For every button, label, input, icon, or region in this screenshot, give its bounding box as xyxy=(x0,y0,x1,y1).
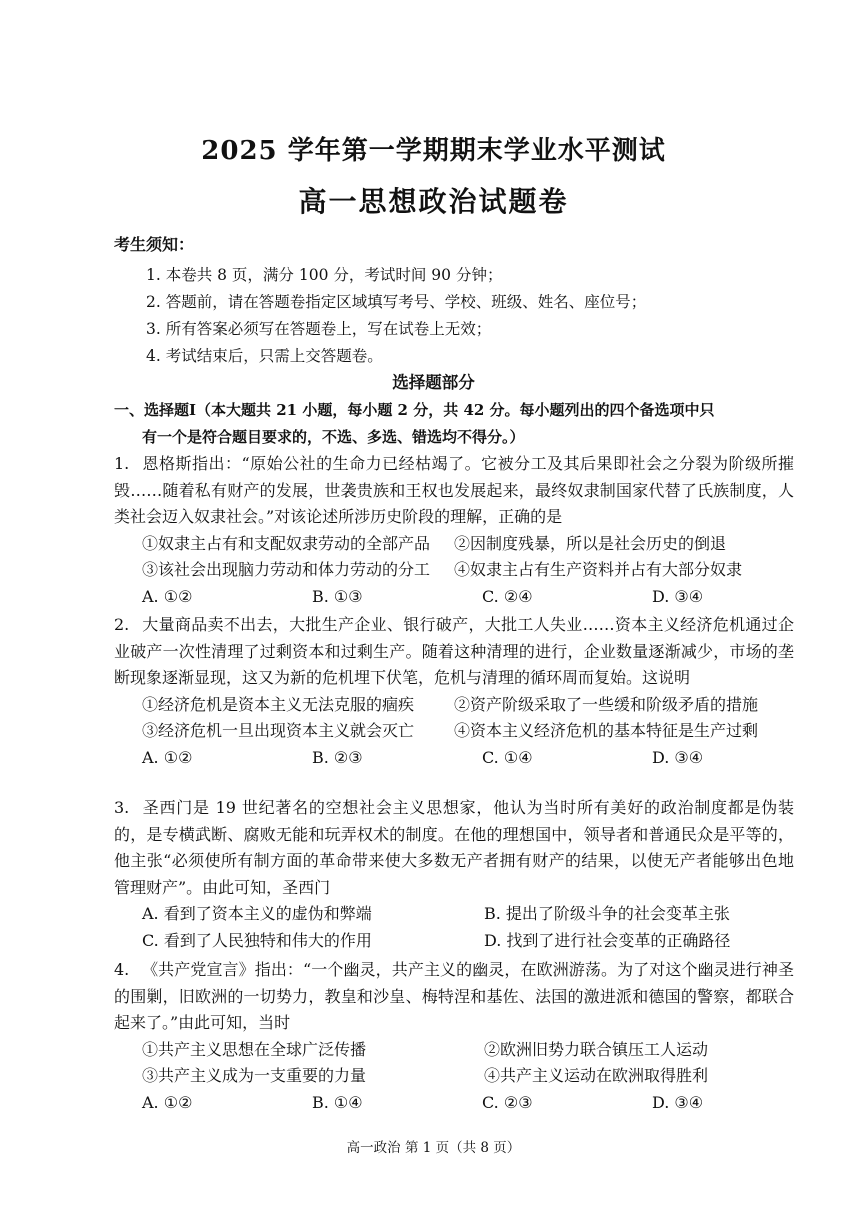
statement: ③共产主义成为一支重要的力量 xyxy=(142,1066,367,1085)
notice-item: 1. 本卷共 8 页，满分 100 分，考试时间 90 分钟； xyxy=(146,266,503,284)
answer-option: D. 找到了进行社会变革的正确路径 xyxy=(484,930,731,950)
answer-option: B. ②③ xyxy=(312,747,363,767)
answer-option: D. ③④ xyxy=(652,1092,704,1112)
part-label-continued: 有一个是符合题目要求的，不选、多选、错选均不得分。） xyxy=(142,428,525,446)
statement: ③经济危机一旦出现资本主义就会灭亡 xyxy=(142,721,415,740)
statement: ②因制度残暴，所以是社会历史的倒退 xyxy=(454,533,727,553)
question-number: 2. xyxy=(114,615,130,634)
question-stem xyxy=(114,795,794,901)
answer-option: C. ②③ xyxy=(482,1092,533,1112)
question-number: 3. xyxy=(114,798,130,817)
statement: ④资本主义经济危机的基本特征是生产过剩 xyxy=(454,721,759,740)
notice-heading: 考生须知： xyxy=(114,235,195,254)
section-title: 选择题部分 xyxy=(392,373,475,392)
answer-option: B. 提出了阶级斗争的社会变革主张 xyxy=(484,904,730,923)
question-number: 4. xyxy=(114,960,130,979)
answer-options xyxy=(114,901,794,954)
statement: ③该社会出现脑力劳动和体力劳动的分工 xyxy=(142,560,431,579)
answer-option: A. ①② xyxy=(142,747,193,767)
part-label: 一、选择题Ⅰ（本大题共 21 小题，每小题 2 分，共 42 分。每小题列出的四个备选项中只 xyxy=(114,401,715,419)
question-4 xyxy=(114,957,794,1116)
statement-list xyxy=(114,531,794,584)
answer-option: D. ③④ xyxy=(652,747,704,767)
answer-option: B. ①④ xyxy=(312,1092,363,1112)
notice-list xyxy=(146,262,646,370)
statement: ④共产主义运动在欧洲取得胜利 xyxy=(484,1066,709,1085)
notice-item: 3. 所有答案必须写在答题卷上，写在试卷上无效； xyxy=(146,320,492,338)
notice-item: 4. 考试结束后，只需上交答题卷。 xyxy=(146,347,383,365)
question-stem xyxy=(114,451,794,531)
part-instructions xyxy=(114,397,794,451)
answer-option: C. ②④ xyxy=(482,586,533,606)
question-stem xyxy=(114,612,794,692)
answer-option: C. ①④ xyxy=(482,747,533,767)
statement-list xyxy=(114,1037,794,1090)
answer-options xyxy=(114,745,794,772)
question-text: 圣西门是 19 世纪著名的空想社会主义思想家，他认为当时所有美好的政治制度都是伪装的，是专横武断、腐败无能和玩弄权术的制度。在他的理想国中，领导者和普通民众是平等的，他主张“必须使所有制方面的革命带来使大多数无产者拥有财产的结果，以使无产者能够出色地管理财产”。由此可知，圣西门 xyxy=(114,798,794,897)
statement: ②资产阶级采取了一些缓和阶级矛盾的措施 xyxy=(454,694,759,714)
page-footer: 高一政治 第 1 页（共 8 页） xyxy=(346,1140,521,1156)
statement: ①共产主义思想在全球广泛传播 xyxy=(142,1039,367,1059)
question-text: 大量商品卖不出去，大批生产企业、银行破产，大批工人失业……资本主义经济危机通过企业破产一次性清理了过剩资本和过剩生产。随着这种清理的进行，企业数量逐渐减少，市场的垄断现象逐渐显现，这又为新的危机埋下伏笔，危机与清理的循环周而复始。这说明 xyxy=(114,615,794,687)
question-3 xyxy=(114,795,794,954)
statement: ①经济危机是资本主义无法克服的痼疾 xyxy=(142,694,415,714)
question-text: 恩格斯指出：“原始公社的生命力已经枯竭了。它被分工及其后果即社会之分裂为阶级所摧毁……随着私有财产的发展，世袭贵族和王权也发展起来，最终奴隶制国家代替了氏族制度，人类社会迈入奴隶社会。”对该论述所涉历史阶段的理解，正确的是 xyxy=(114,454,794,526)
answer-option: D. ③④ xyxy=(652,586,704,606)
answer-options xyxy=(114,584,794,611)
answer-option: C. 看到了人民独特和伟大的作用 xyxy=(142,930,372,950)
exam-title: 2025 学年第一学期期末学业水平测试 xyxy=(201,136,666,166)
question-2 xyxy=(114,612,794,771)
statement-list xyxy=(114,692,794,745)
question-stem xyxy=(114,957,794,1037)
exam-subtitle: 高一思想政治试题卷 xyxy=(298,185,569,218)
question-1 xyxy=(114,451,794,610)
answer-option: A. 看到了资本主义的虚伪和弊端 xyxy=(142,904,372,923)
answer-option: B. ①③ xyxy=(312,586,363,606)
answer-option: A. ①② xyxy=(142,1092,193,1112)
answer-option: A. ①② xyxy=(142,586,193,606)
answer-options xyxy=(114,1090,794,1117)
question-number: 1. xyxy=(114,454,130,473)
statement: ④奴隶主占有生产资料并占有大部分奴隶 xyxy=(454,560,743,579)
statement: ①奴隶主占有和支配奴隶劳动的全部产品 xyxy=(142,533,431,553)
notice-item: 2. 答题前，请在答题卷指定区域填写考号、学校、班级、姓名、座位号； xyxy=(146,293,647,311)
question-text: 《共产党宣言》指出：“一个幽灵，共产主义的幽灵，在欧洲游荡。为了对这个幽灵进行神圣的围剿，旧欧洲的一切势力，教皇和沙皇、梅特涅和基佐、法国的激进派和德国的警察，都联合起来了。”由此可知，当时 xyxy=(114,960,794,1032)
statement: ②欧洲旧势力联合镇压工人运动 xyxy=(484,1039,709,1059)
